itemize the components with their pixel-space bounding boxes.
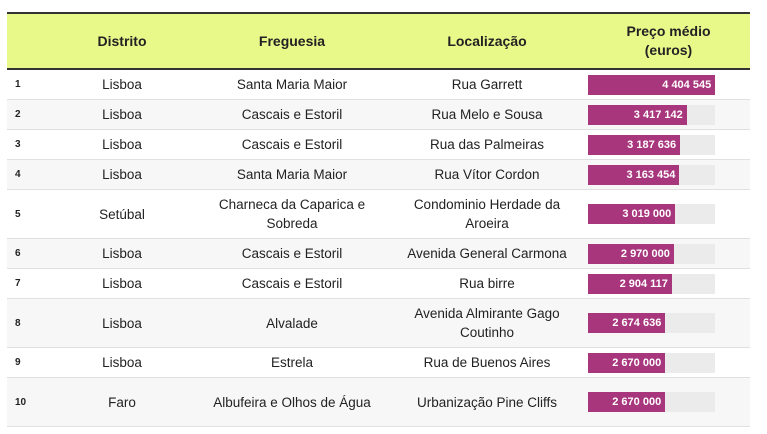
- price-bar-label: 2 970 000: [620, 247, 670, 260]
- price-bar-label: 2 904 117: [619, 277, 668, 290]
- localizacao-cell: Rua das Palmeiras: [429, 137, 545, 152]
- preco-cell: [587, 269, 750, 299]
- price-bar-label: 3 019 000: [622, 208, 672, 220]
- localizacao-cell: Urbanização Pine Cliffs: [416, 394, 558, 410]
- price-bar-track: [588, 204, 715, 224]
- price-bar-track: [588, 165, 715, 185]
- freguesia-cell: Cascais e Estoril: [241, 137, 343, 152]
- table-row: [7, 239, 750, 269]
- preco-cell: [587, 130, 750, 160]
- preco-cell: [587, 239, 750, 269]
- freguesia-cell: Cascais e Estoril: [241, 276, 343, 291]
- price-table: [7, 12, 750, 427]
- distrito-cell: Lisboa: [102, 107, 142, 122]
- rank-cell: 7: [15, 278, 21, 289]
- table-row: [7, 190, 750, 239]
- freguesia-cell: Charneca da Caparica e Sobreda: [218, 197, 366, 231]
- preco-cell: [587, 69, 750, 100]
- header-preco: [587, 13, 750, 69]
- price-bar-label: 3 163 454: [626, 168, 676, 181]
- header-freguesia: Freguesia: [258, 33, 326, 49]
- localizacao-cell: Avenida Almirante Gago Coutinho: [414, 306, 560, 340]
- price-bar-track: [588, 244, 715, 264]
- distrito-cell: Lisboa: [102, 77, 142, 92]
- table-row: [7, 299, 750, 348]
- freguesia-cell: Cascais e Estoril: [241, 107, 343, 122]
- freguesia-cell: Santa Maria Maior: [236, 167, 348, 182]
- distrito-cell: Setúbal: [99, 206, 145, 222]
- rank-cell: 1: [15, 79, 21, 90]
- price-bar-label: 3 187 636: [627, 138, 677, 151]
- price-bar-label: 2 670 000: [612, 356, 662, 369]
- distrito-cell: Lisboa: [102, 167, 142, 182]
- price-bar-label: 2 674 636: [612, 317, 662, 329]
- distrito-cell: Lisboa: [102, 315, 142, 331]
- freguesia-cell: Albufeira e Olhos de Água: [213, 394, 371, 410]
- table-header-row: [7, 13, 750, 69]
- price-bar-track: [588, 392, 715, 412]
- localizacao-cell: Condominio Herdade da Aroeira: [413, 197, 561, 231]
- table-row: [7, 130, 750, 160]
- freguesia-cell: Estrela: [270, 355, 314, 370]
- header-preco-line1: Preço médio: [626, 23, 711, 39]
- price-bar-track: [588, 274, 715, 294]
- freguesia-cell: Alvalade: [266, 315, 318, 331]
- price-bar-track: [588, 353, 715, 373]
- price-bar-track: [588, 105, 715, 125]
- localizacao-cell: Rua de Buenos Aires: [423, 355, 551, 370]
- preco-cell: [587, 190, 750, 239]
- price-table-container: [7, 12, 750, 427]
- rank-cell: 10: [15, 396, 27, 408]
- header-rank: [7, 13, 47, 69]
- table-row: [7, 160, 750, 190]
- table-body: [7, 69, 750, 427]
- table-row: [7, 269, 750, 299]
- header-preco-line2: (euros): [644, 42, 693, 58]
- rank-cell: 8: [15, 317, 21, 329]
- localizacao-cell: Avenida General Carmona: [407, 246, 567, 261]
- price-bar-label: 2 670 000: [612, 396, 662, 408]
- localizacao-cell: Rua Garrett: [451, 77, 523, 92]
- header-localizacao: Localização: [447, 33, 527, 49]
- table-row: [7, 348, 750, 378]
- preco-cell: [587, 348, 750, 378]
- price-bar-label: 4 404 545: [662, 78, 712, 91]
- preco-cell: [587, 160, 750, 190]
- preco-cell: [587, 378, 750, 427]
- table-row: [7, 100, 750, 130]
- table-row: [7, 69, 750, 100]
- rank-cell: 3: [15, 139, 21, 150]
- freguesia-cell: Santa Maria Maior: [236, 77, 348, 92]
- rank-cell: 9: [15, 357, 21, 368]
- freguesia-cell: Cascais e Estoril: [241, 246, 343, 261]
- price-bar-track: [588, 135, 715, 155]
- distrito-cell: Faro: [108, 394, 136, 410]
- header-distrito: Distrito: [97, 33, 147, 49]
- localizacao-cell: Rua Vítor Cordon: [434, 167, 540, 182]
- rank-cell: 2: [15, 109, 21, 120]
- distrito-cell: Lisboa: [102, 355, 142, 370]
- distrito-cell: Lisboa: [102, 246, 142, 261]
- price-bar-track: [588, 75, 715, 95]
- rank-cell: 6: [15, 248, 21, 259]
- rank-cell: 4: [15, 169, 21, 180]
- localizacao-cell: Rua birre: [459, 276, 515, 291]
- price-bar-track: [588, 313, 715, 333]
- preco-cell: [587, 100, 750, 130]
- distrito-cell: Lisboa: [102, 276, 142, 291]
- distrito-cell: Lisboa: [102, 137, 142, 152]
- price-bar-label: 3 417 142: [633, 108, 683, 121]
- localizacao-cell: Rua Melo e Sousa: [431, 107, 543, 122]
- table-row: [7, 378, 750, 427]
- rank-cell: 5: [15, 208, 21, 220]
- preco-cell: [587, 299, 750, 348]
